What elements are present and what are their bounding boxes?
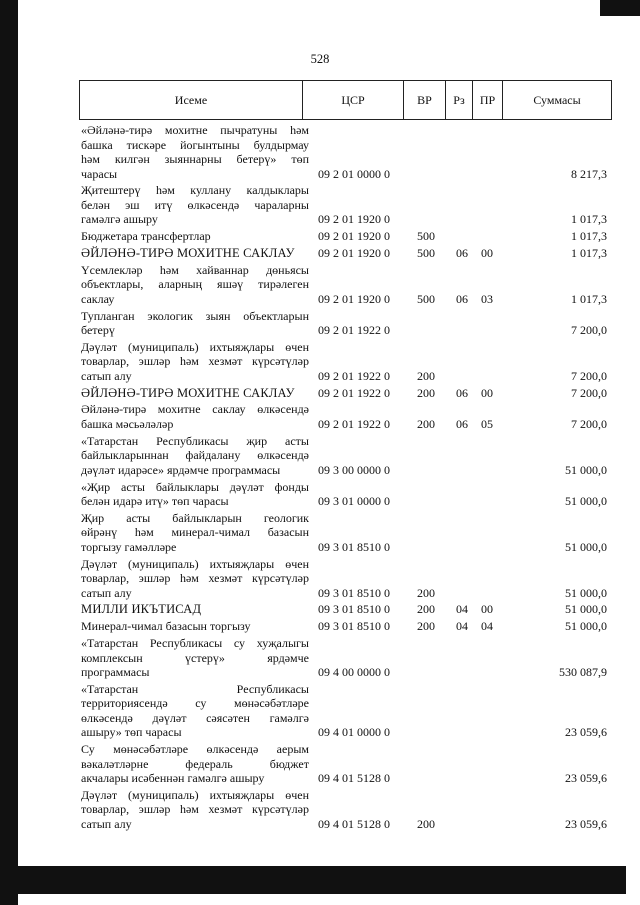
row-name-line: вәкаләтләрне федераль бюджет [81, 756, 309, 771]
row-sum: 7 200,0 [571, 368, 607, 383]
row-csr: 09 3 01 8510 0 [318, 619, 390, 634]
row-sum: 1 017,3 [571, 245, 607, 260]
header-rz: Рз [446, 81, 473, 119]
row-csr: 09 4 01 0000 0 [318, 725, 390, 740]
row-name [81, 229, 309, 244]
row-name [81, 309, 309, 338]
row-name-line: «Татарстан Республикасы су хуҗалыгы [81, 636, 309, 650]
header-pr: ПР [473, 81, 503, 119]
row-sum: 7 200,0 [571, 385, 607, 400]
row-sum: 23 059,6 [565, 771, 607, 786]
row-name [81, 263, 309, 307]
row-csr: 09 3 01 8510 0 [318, 602, 390, 617]
row-rz: 06 [456, 245, 468, 260]
row-name [81, 511, 309, 555]
row-name [81, 246, 309, 261]
row-sum: 51 000,0 [565, 602, 607, 617]
row-csr: 09 3 01 8510 0 [318, 539, 390, 554]
row-sum: 7 200,0 [571, 323, 607, 337]
row-name-line: товарлар, эшләр һәм хезмәт күрсәтүләр [81, 354, 309, 369]
row-rz: 06 [456, 291, 468, 306]
row-csr: 09 2 01 1920 0 [318, 291, 390, 306]
header-vr: ВР [404, 81, 446, 119]
row-name [81, 682, 309, 740]
row-name-line: комплексын үстерү» ярдәмче [81, 650, 309, 665]
row-name-line: объектлары, аларның яшәү тирәлеген [81, 277, 309, 292]
row-name-line: «Әйләнә-тирә мохитне пычратуны һәм [81, 123, 309, 137]
row-vr: 200 [417, 368, 435, 383]
row-rz: 04 [456, 619, 468, 634]
row-name [81, 183, 309, 227]
row-csr: 09 3 01 8510 0 [318, 585, 390, 600]
row-name-line: өйрәнү һәм минерал-чимал базасын [81, 525, 309, 540]
row-vr: 500 [417, 291, 435, 306]
row-vr: 500 [417, 229, 435, 244]
row-name-line: саклау [81, 291, 115, 306]
row-name-line: сатып алу [81, 585, 132, 600]
row-pr: 00 [481, 385, 493, 400]
row-csr: 09 2 01 1922 0 [318, 416, 390, 431]
row-name-line: «Җир асты байлыклары дәүләт фонды [81, 479, 309, 494]
row-name [81, 619, 309, 634]
row-name [81, 742, 309, 786]
row-vr: 200 [417, 602, 435, 617]
row-name-line: товарлар, эшләр һәм хезмәт күрсәтүләр [81, 571, 309, 586]
row-vr: 200 [417, 619, 435, 634]
row-name-line: башка мәсьәләләр [81, 416, 174, 431]
row-name [81, 386, 309, 401]
row-name-line: Дәүләт (муниципаль) ихтыяҗлары өчен [81, 556, 309, 571]
row-name-line: Дәүләт (муниципаль) ихтыяҗлары өчен [81, 787, 309, 802]
row-name-line: Үсемлекләр һәм хайваннар дөньясы [81, 262, 309, 277]
row-rz: 04 [456, 602, 468, 617]
row-name-line: чарасы [81, 166, 118, 181]
row-name-line: сатып алу [81, 816, 132, 831]
row-pr: 05 [481, 416, 493, 431]
row-name-line: белән идарә итү» төп чарасы [81, 494, 229, 508]
row-name-line: Минерал-чимал базасын торгызу [81, 619, 251, 634]
row-name-line: Җитештерү һәм куллану калдыклары [81, 183, 309, 198]
scan-edge-left [0, 0, 18, 905]
row-name-line: Бюджетара трансфертлар [81, 229, 211, 244]
row-sum: 1 017,3 [571, 229, 607, 244]
row-csr: 09 2 01 1920 0 [318, 245, 390, 260]
row-pr: 00 [481, 602, 493, 617]
row-pr: 04 [481, 619, 493, 634]
row-sum: 51 000,0 [565, 462, 607, 477]
row-name-line: Дәүләт (муниципаль) ихтыяҗлары өчен [81, 339, 309, 354]
row-sum: 1 017,3 [571, 291, 607, 306]
row-name-line: бетерү [81, 323, 115, 337]
row-csr: 09 4 00 0000 0 [318, 665, 390, 679]
row-rz: 06 [456, 416, 468, 431]
header-sum: Суммасы [533, 93, 581, 107]
row-csr: 09 2 01 1920 0 [318, 229, 390, 244]
row-csr: 09 2 01 1922 0 [318, 385, 390, 400]
row-name-line: МИЛЛИ ИКЪТИСАД [81, 602, 202, 617]
header-name: Исеме [80, 81, 303, 119]
row-sum: 530 087,9 [559, 665, 607, 679]
row-rz: 06 [456, 385, 468, 400]
row-csr: 09 3 00 0000 0 [318, 462, 390, 477]
row-sum: 51 000,0 [565, 619, 607, 634]
table-header [79, 80, 612, 120]
row-name [81, 123, 309, 181]
row-name [81, 788, 309, 832]
row-name-line: Әйләнә-тирә мохитне саклау өлкәсендә [81, 402, 309, 417]
row-name-line: «Татарстан Республикасы җир асты [81, 433, 309, 448]
row-name-line: өлкәсендә дәүләт сәясәтен гамәлгә [81, 710, 309, 725]
header-csr: ЦСР [303, 81, 404, 119]
row-csr: 09 4 01 5128 0 [318, 771, 390, 786]
row-name-line: дәүләт идарәсе» ярдәмче программасы [81, 462, 281, 477]
row-csr: 09 2 01 1922 0 [318, 368, 390, 383]
row-name-line: Су мөнәсәбәтләре өлкәсендә аерым [81, 742, 309, 757]
row-sum: 51 000,0 [565, 539, 607, 554]
row-name-line: һәм килгән зыяннарны бетерү» төп [81, 152, 309, 166]
row-name-line: территориясендә су мөнәсәбәтләре [81, 696, 309, 711]
row-name-line: Тупланган экологик зыян объектларын [81, 308, 309, 323]
row-name-line: «Татарстан Республикасы [81, 681, 309, 696]
row-csr: 09 4 01 5128 0 [318, 816, 390, 831]
row-name [81, 602, 309, 617]
row-pr: 00 [481, 245, 493, 260]
row-vr: 200 [417, 585, 435, 600]
row-name-line: Җир асты байлыкларын геологик [81, 510, 309, 525]
row-name-line: акчалары исәбеннән гамәлгә ашыру [81, 771, 265, 786]
row-name-line: башка тискәре йогынтыны булдырмау [81, 137, 309, 152]
row-sum: 23 059,6 [565, 725, 607, 740]
row-sum: 1 017,3 [571, 212, 607, 227]
row-name-line: гамәлгә ашыру [81, 212, 158, 227]
row-vr: 500 [417, 245, 435, 260]
row-name-line: байлыкларыннан файдалану өлкәсендә [81, 448, 309, 463]
row-vr: 200 [417, 816, 435, 831]
row-name-line: ӘЙЛӘНӘ-ТИРӘ МОХИТНЕ САКЛАУ [81, 245, 295, 260]
row-name-line: торгызу гамәлләре [81, 539, 177, 554]
row-name-line: программасы [81, 665, 150, 679]
row-name-line: белән эш итү өлкәсендә чараларны [81, 197, 309, 212]
row-vr: 200 [417, 385, 435, 400]
row-csr: 09 2 01 1920 0 [318, 212, 390, 227]
row-sum: 23 059,6 [565, 816, 607, 831]
row-csr: 09 2 01 0000 0 [318, 166, 390, 181]
row-csr: 09 2 01 1922 0 [318, 323, 390, 337]
row-sum: 51 000,0 [565, 494, 607, 508]
row-name [81, 480, 309, 509]
row-pr: 03 [481, 291, 493, 306]
row-name [81, 557, 309, 601]
row-name-line: ӘЙЛӘНӘ-ТИРӘ МОХИТНЕ САКЛАУ [81, 385, 295, 400]
row-name [81, 402, 309, 431]
row-sum: 8 217,3 [571, 166, 607, 181]
row-sum: 7 200,0 [571, 416, 607, 431]
row-name-line: ашыру» төп чарасы [81, 725, 182, 740]
row-name [81, 340, 309, 384]
scan-edge-top [600, 0, 640, 16]
row-name [81, 636, 309, 680]
row-sum: 51 000,0 [565, 585, 607, 600]
row-name-line: товарлар, эшләр һәм хезмәт күрсәтүләр [81, 802, 309, 817]
page-number: 528 [310, 52, 330, 66]
scan-edge-bottom [0, 866, 626, 894]
row-csr: 09 3 01 0000 0 [318, 494, 390, 508]
row-name-line: сатып алу [81, 368, 132, 383]
row-vr: 200 [417, 416, 435, 431]
row-name [81, 434, 309, 478]
